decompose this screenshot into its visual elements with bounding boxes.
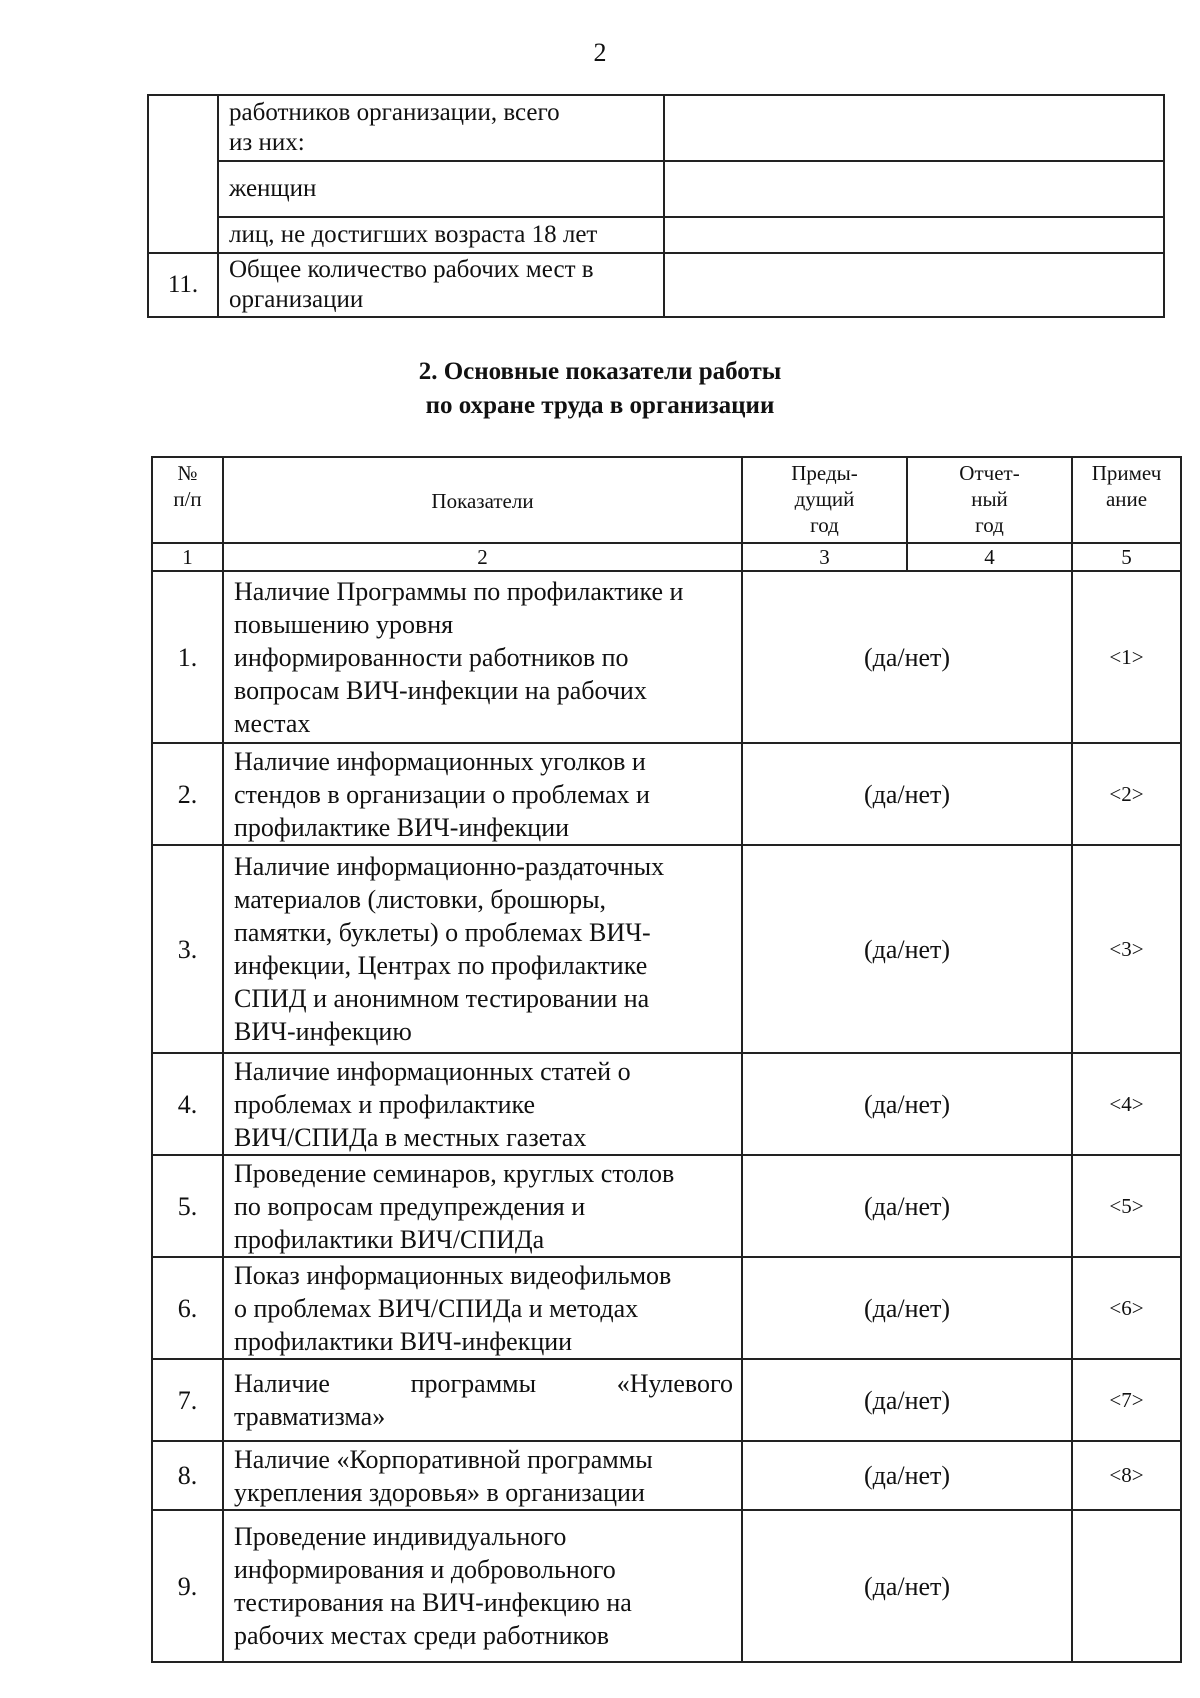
indicator-line: повышению уровня — [234, 609, 454, 639]
header-num-line: № — [177, 461, 198, 485]
indicator-line: информированности работников по — [234, 642, 629, 672]
column-number: 3 — [742, 543, 907, 571]
table-row — [148, 161, 1164, 217]
header-previous-year — [742, 457, 907, 543]
yes-no-value[interactable]: (да/нет) — [742, 1441, 1072, 1510]
row-number: 6. — [152, 1257, 223, 1359]
indicator-line: Показ информационных видеофильмов — [234, 1260, 672, 1290]
indicator-line: о проблемах ВИЧ/СПИДа и методах — [234, 1293, 639, 1323]
yes-no-value[interactable]: (да/нет) — [742, 1257, 1072, 1359]
indicator-line: инфекции, Центрах по профилактике — [234, 951, 648, 980]
indicator-line: проблемах и профилактике — [234, 1089, 536, 1119]
indicator-line: Проведение семинаров, круглых столов — [234, 1158, 675, 1188]
indicator-line: травматизма» — [234, 1402, 386, 1431]
table-row — [152, 1510, 1181, 1662]
header-num — [152, 457, 223, 543]
indicator-line: профилактики ВИЧ-инфекции — [234, 1326, 573, 1356]
row-label-cell: лиц, не достигших возраста 18 лет — [218, 217, 664, 253]
column-number: 5 — [1072, 543, 1181, 571]
row-label-cell: женщин — [218, 161, 664, 217]
header-reporting-year — [907, 457, 1072, 543]
section-title-line: по охране труда в организации — [425, 392, 775, 419]
yes-no-value[interactable]: (да/нет) — [742, 1155, 1072, 1257]
row-indicator — [223, 743, 742, 845]
row-number: 5. — [152, 1155, 223, 1257]
row-note: <5> — [1072, 1155, 1181, 1257]
yes-no-value[interactable]: (да/нет) — [742, 1359, 1072, 1441]
row-indicator — [223, 1441, 742, 1510]
row-indicator — [223, 1510, 742, 1662]
row-note: <4> — [1072, 1053, 1181, 1155]
row-number-cell — [148, 95, 218, 253]
indicator-line: тестирования на ВИЧ-инфекцию на — [234, 1588, 632, 1617]
header-line: Отчет- — [959, 461, 1020, 485]
indicator-line: профилактике ВИЧ-инфекции — [234, 812, 570, 842]
value-cell[interactable] — [664, 95, 1164, 161]
indicator-line: материалов (листовки, брошюры, — [234, 885, 607, 914]
header-line: Примеч — [1091, 461, 1162, 485]
row-number: 1. — [152, 571, 223, 743]
section-title — [0, 355, 1200, 423]
row-indicator — [223, 1257, 742, 1359]
row-number: 7. — [152, 1359, 223, 1441]
row-indicator — [223, 571, 742, 743]
table-row — [152, 1441, 1181, 1510]
table-row — [152, 845, 1181, 1053]
indicator-line: СПИД и анонимном тестировании на — [234, 984, 650, 1013]
row-indicator — [223, 845, 742, 1053]
header-note — [1072, 457, 1181, 543]
row-label-cell — [218, 253, 664, 317]
header-line: Преды- — [791, 461, 858, 485]
indicator-line: памятки, буклеты) о проблемах ВИЧ- — [234, 918, 651, 947]
header-line: ание — [1105, 487, 1148, 511]
row-note: <7> — [1072, 1359, 1181, 1441]
yes-no-value[interactable]: (да/нет) — [742, 1053, 1072, 1155]
header-line: год — [810, 513, 839, 537]
row-indicator — [223, 1053, 742, 1155]
header-num-line: п/п — [173, 487, 202, 511]
row-number: 8. — [152, 1441, 223, 1510]
row-label-cell — [218, 95, 664, 161]
indicator-line: информирования и добровольного — [234, 1555, 616, 1584]
header-line: ный — [971, 487, 1008, 511]
indicator-line: Проведение индивидуального — [234, 1522, 567, 1551]
row-label-line: работников организации, всего — [229, 99, 560, 126]
indicator-line: ВИЧ-инфекцию — [234, 1017, 412, 1046]
indicator-word: Наличие — [234, 1369, 330, 1398]
indicator-line: стендов в организации о проблемах и — [234, 779, 650, 809]
indicator-word: программы — [410, 1369, 537, 1398]
table-row — [152, 1053, 1181, 1155]
row-number: 4. — [152, 1053, 223, 1155]
row-label-line: из них: — [229, 129, 305, 156]
indicator-line: Наличие информационных уголков и — [234, 746, 646, 776]
indicator-line: Наличие «Корпоративной программы — [234, 1444, 653, 1474]
column-number-row — [152, 543, 1181, 571]
row-note: <2> — [1072, 743, 1181, 845]
row-note: <3> — [1072, 845, 1181, 1053]
value-cell[interactable] — [664, 161, 1164, 217]
indicator-line: по вопросам предупреждения и — [234, 1191, 586, 1221]
header-indicator: Показатели — [223, 457, 742, 543]
workers-table — [147, 94, 1165, 318]
column-number: 2 — [223, 543, 742, 571]
header-line: дущий — [794, 487, 855, 511]
yes-no-value[interactable]: (да/нет) — [742, 1510, 1072, 1662]
row-label-line: организации — [229, 286, 364, 313]
yes-no-value[interactable]: (да/нет) — [742, 571, 1072, 743]
indicator-line: рабочих местах среди работников — [234, 1621, 610, 1650]
indicator-line: ВИЧ/СПИДа в местных газетах — [234, 1122, 587, 1152]
yes-no-value[interactable]: (да/нет) — [742, 845, 1072, 1053]
indicator-word: «Нулевого — [616, 1369, 733, 1398]
row-note: <6> — [1072, 1257, 1181, 1359]
row-number: 3. — [152, 845, 223, 1053]
table-row — [152, 1257, 1181, 1359]
row-note: <1> — [1072, 571, 1181, 743]
column-number: 4 — [907, 543, 1072, 571]
table-row — [148, 95, 1164, 161]
row-note: <8> — [1072, 1441, 1181, 1510]
row-label-line: Общее количество рабочих мест в — [229, 256, 594, 283]
table-row — [148, 217, 1164, 253]
column-number: 1 — [152, 543, 223, 571]
table-row — [152, 571, 1181, 743]
indicator-line: Наличие информационно-раздаточных — [234, 852, 665, 881]
value-cell[interactable] — [664, 253, 1164, 317]
row-number: 2. — [152, 743, 223, 845]
indicator-line: местах — [234, 708, 311, 738]
table-header-row — [152, 457, 1181, 543]
indicator-line: профилактики ВИЧ/СПИДа — [234, 1224, 545, 1254]
table-row — [152, 743, 1181, 845]
table-row — [148, 253, 1164, 317]
row-indicator — [223, 1359, 742, 1441]
page-number: 2 — [593, 38, 607, 67]
row-number: 9. — [152, 1510, 223, 1662]
row-indicator — [223, 1155, 742, 1257]
header-line: год — [975, 513, 1004, 537]
indicator-line: укрепления здоровья» в организации — [234, 1477, 645, 1507]
indicator-line-justified — [234, 1367, 733, 1400]
indicators-table — [151, 456, 1182, 1663]
row-number-cell: 11. — [148, 253, 218, 317]
row-note — [1072, 1510, 1181, 1662]
indicator-line: Наличие информационных статей о — [234, 1056, 631, 1086]
indicator-line: Наличие Программы по профилактике и — [234, 576, 684, 606]
table-row — [152, 1359, 1181, 1441]
yes-no-value[interactable]: (да/нет) — [742, 743, 1072, 845]
table-row — [152, 1155, 1181, 1257]
value-cell[interactable] — [664, 217, 1164, 253]
section-title-line: 2. Основные показатели работы — [418, 358, 782, 385]
indicator-line: вопросам ВИЧ-инфекции на рабочих — [234, 675, 647, 705]
